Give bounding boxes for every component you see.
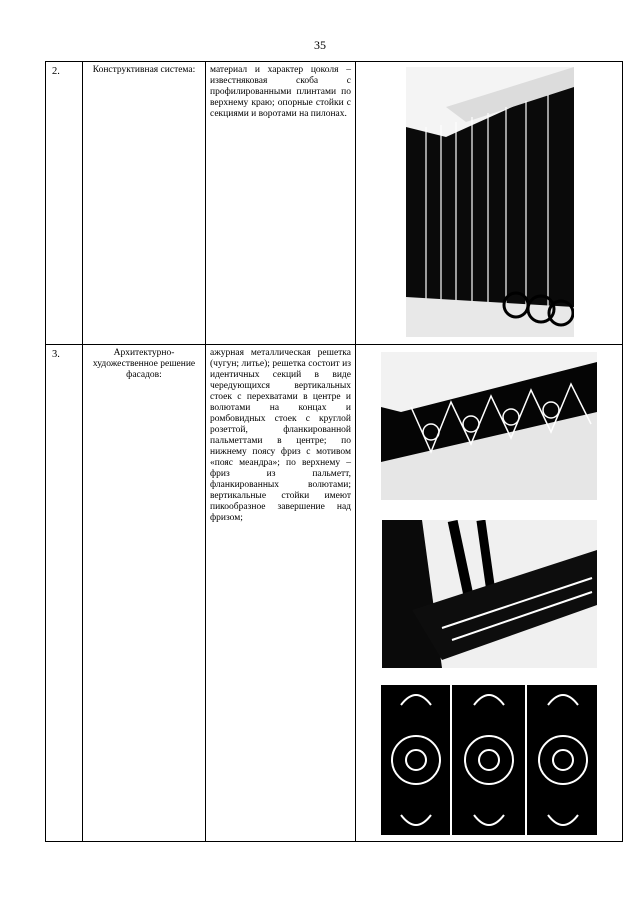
row-description: материал и характер цоколя – известняковая скоба с профилированными плинтами по верхнему краю; опорные стойки с секциями и воротами на пилонах.	[206, 62, 356, 345]
row-description: ажурная металлическая решетка (чугун; литье); решетка состоит из идентичных секций в виде чередующихся вертикальных стоек с перехватами в центре и волютами на концах и ромбовидных стоек с круглой розеттой, фланкированной пальметтами в центре; по нижнему поясу фриз с мотивом «пояс меандра»; по верхнему – фриз из пальметт, фланкированных волютами; вертикальные стойки имеют пикообразное завершение над фризом;	[206, 345, 356, 842]
row-number: 2.	[46, 62, 83, 345]
row-title: Архитектурно-художественное решение фасадов:	[83, 345, 206, 842]
fence-perspective-photo	[406, 67, 574, 337]
rosette-detail-photo	[381, 685, 597, 835]
fence-base-photo	[382, 520, 597, 668]
photo-cell	[356, 62, 623, 345]
page-number: 35	[314, 38, 326, 52]
description-table	[45, 61, 623, 842]
photo-cell	[356, 345, 623, 842]
row-number: 3.	[46, 345, 83, 842]
table-row	[46, 62, 623, 345]
fence-sections-photo	[381, 352, 597, 500]
table-row	[46, 345, 623, 842]
row-title: Конструктивная система:	[83, 62, 206, 345]
